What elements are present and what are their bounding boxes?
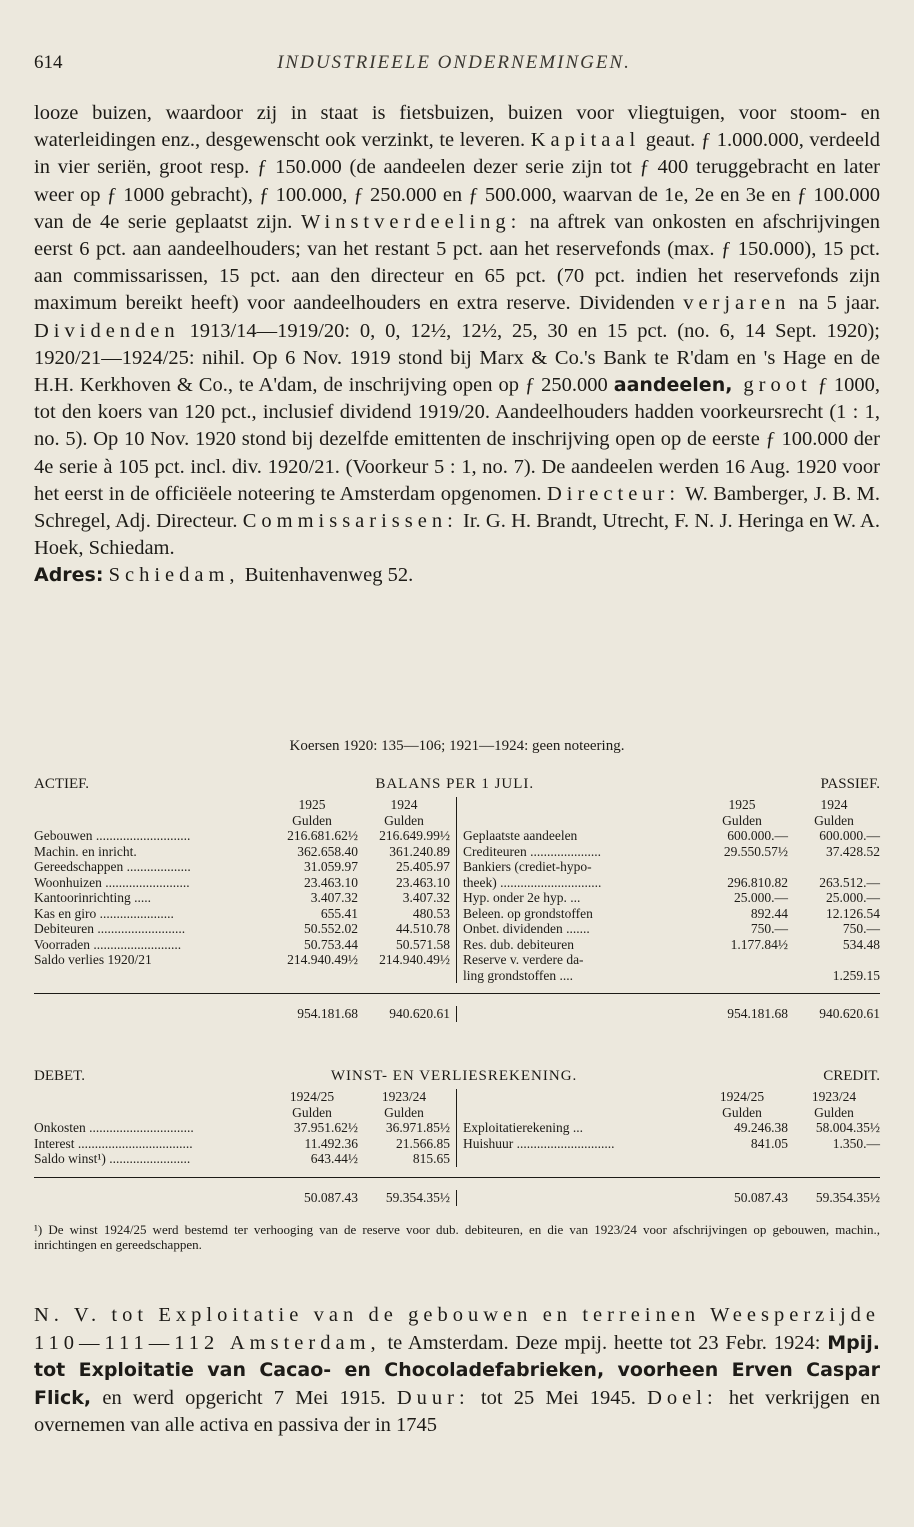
total-value: 59.354.35½ <box>385 1189 450 1205</box>
text-span: Ir. G. H. Brandt, Utrecht, F. N. J. Heringa en W. A. Hoek, Schiedam. <box>34 510 880 560</box>
former-company-name: Mpij. tot Exploitatie van Cacao- en Chocoladefabrieken, voorheen Erven Caspar Flick, <box>34 1331 880 1409</box>
commissarissen-label: Commissarissen: <box>242 510 458 533</box>
actief-totals <box>34 1006 457 1022</box>
row-value: 50.571.58 <box>396 936 450 952</box>
page-header <box>34 52 874 82</box>
row-value: 361.240.89 <box>389 843 450 859</box>
passief-side <box>457 797 880 983</box>
text-span: W. Bamberger, J. B. M. Schregel, Adj. Directeur. <box>34 482 880 533</box>
total-value: 50.087.43 <box>304 1189 358 1205</box>
table-row <box>34 875 450 891</box>
row-value: 534.48 <box>842 936 880 952</box>
table-row <box>463 890 880 906</box>
row-value: 214.940.49½ <box>379 952 450 967</box>
credit-rows <box>463 1120 880 1151</box>
row-value <box>696 859 788 875</box>
row-label: Voorraden .......................... <box>34 936 182 952</box>
footnote: ¹) De winst 1924/25 werd bestemd ter verhooging van de reserve voor dub. debiteuren, en die van 1923/24 voor afschrijvingen op gebouwen, machin., inrichtingen en gereedschappen. <box>34 1222 880 1252</box>
row-label: Bankiers (crediet-hypo- <box>463 859 592 874</box>
row-value <box>788 952 880 968</box>
pl-header <box>34 1068 880 1085</box>
actief-rows <box>34 828 450 968</box>
text-span: looze buizen, waardoor zij in staat is fietsbuizen, buizen voor vliegtuigen, voor stoom- en waterleidingen enz., desgewenscht ook verzinkt, te leveren. <box>34 102 880 152</box>
balance-sheet <box>34 776 880 1022</box>
row-value: 25.000.— <box>734 890 788 905</box>
row-value: 44.510.78 <box>396 921 450 936</box>
text-span: ƒ 1000, tot den koers van 120 pct., inclusief dividend 1919/20. Aandeelhouders hadden voorkeursrecht (1 : 1, no. 5). Op 10 Nov. 1920 stond bij dezelfde emittenten de inschrijving open op de eerste ƒ 100.000 der 4e serie à 105 pct. incl. div. 1920/21. (Voorkeur 5 : 1, no. 7). De aandeelen werden 16 Aug. 1920 voor het eerst in de officiëele noteering te Amsterdam opgenomen. <box>34 374 880 505</box>
row-value: 50.552.02 <box>304 921 358 936</box>
address-line <box>34 562 880 589</box>
row-value: 216.681.62½ <box>287 828 358 843</box>
profit-loss-account <box>34 1068 880 1206</box>
row-value: 49.246.38 <box>734 1120 788 1135</box>
row-value: 58.004.35½ <box>815 1120 880 1135</box>
next-company-description <box>34 1302 880 1440</box>
col-units <box>463 813 880 829</box>
table-row <box>463 875 880 891</box>
table-row <box>34 921 450 937</box>
directeur-label: Directeur: <box>546 482 681 505</box>
row-label: Woonhuizen ......................... <box>34 874 190 890</box>
address-street: Buitenhavenweg 52. <box>239 564 414 587</box>
row-value: 362.658.40 <box>297 843 358 859</box>
col-year: 1924 <box>390 797 418 812</box>
row-label: Res. dub. debiteuren <box>463 936 574 952</box>
row-value: 23.463.10 <box>304 874 358 890</box>
total-value: 50.087.43 <box>734 1189 788 1205</box>
row-value: 1.259.15 <box>832 967 880 983</box>
text-span: 1913/14—1919/20: 0, 0, 12½, 12½, 25, 30 en 15 pct. (no. 6, 14 Sept. 1920); 1920/21—1924/25: nihil. Op 6 Nov. 1919 stond bij Marx & Co.'s Bank te R'dam en 's Hage en de H.H. Kerkhoven & Co., te A'dam, de inschrijving open op ƒ 250.000 <box>34 319 880 397</box>
row-value: 892.44 <box>750 905 788 921</box>
table-row <box>463 844 880 860</box>
row-value: 31.059.97 <box>304 859 358 874</box>
table-row <box>34 844 450 860</box>
company-description <box>34 100 880 590</box>
total-value: 954.181.68 <box>727 1006 788 1021</box>
table-row <box>463 859 880 875</box>
col-units <box>34 813 450 829</box>
pl-columns <box>34 1089 880 1167</box>
passief-totals <box>457 1006 880 1022</box>
row-label: Onbet. dividenden ....... <box>463 921 590 936</box>
row-value: 25.405.97 <box>396 859 450 874</box>
col-unit: Gulden <box>722 812 762 828</box>
dividenden-label: Dividenden <box>34 319 180 342</box>
row-value: 25.000.— <box>826 890 880 905</box>
total-value: 940.620.61 <box>819 1006 880 1021</box>
col-year: 1925 <box>298 797 326 812</box>
row-label: Saldo winst¹) ........................ <box>34 1151 191 1166</box>
row-value: 655.41 <box>320 905 358 921</box>
row-value: 296.810.82 <box>727 874 788 890</box>
col-years <box>34 1089 450 1105</box>
balance-totals <box>34 993 880 1022</box>
row-label: Geplaatste aandeelen <box>463 828 578 843</box>
text-span: en werd opgericht 7 Mei 1915. <box>91 1386 397 1409</box>
debet-totals <box>34 1190 457 1206</box>
row-label: Exploitatierekening ... <box>463 1120 583 1135</box>
row-value: 263.512.— <box>819 874 880 890</box>
text-span: tot 25 Mei 1945. <box>469 1386 648 1409</box>
row-value <box>696 968 788 984</box>
col-years <box>463 797 880 813</box>
text-span: na 5 jaar. <box>790 292 880 315</box>
debet-rows <box>34 1120 450 1167</box>
table-row <box>34 1151 450 1167</box>
text-span: het verkrijgen en overnemen van alle activa en passiva der in 1745 <box>34 1386 880 1436</box>
col-unit: Gulden <box>292 812 332 828</box>
company-name: N. V. tot Exploitatie van de gebouwen en terreinen Weesperzijde 110—111—112 Amsterdam, <box>34 1304 880 1354</box>
row-value: 29.550.57½ <box>723 843 788 859</box>
row-label: Kas en giro ...................... <box>34 905 174 921</box>
table-row <box>463 828 880 844</box>
table-row <box>463 952 880 968</box>
running-title: INDUSTRIEELE ONDERNEMINGEN. <box>277 52 631 73</box>
col-year: 1923/24 <box>811 1089 857 1104</box>
col-year: 1924 <box>820 797 848 812</box>
row-label: Reserve v. verdere da- <box>463 952 584 967</box>
row-value <box>696 952 788 968</box>
row-value: 841.05 <box>750 1135 788 1151</box>
balance-header <box>34 776 880 793</box>
col-unit: Gulden <box>814 1104 854 1120</box>
row-label: theek) .............................. <box>463 874 602 890</box>
col-year: 1924/25 <box>289 1089 335 1104</box>
row-label: Onkosten ............................... <box>34 1120 194 1135</box>
table-row <box>34 937 450 953</box>
total-value: 59.354.35½ <box>815 1189 880 1205</box>
col-units <box>34 1105 450 1121</box>
passief-rows <box>463 828 880 983</box>
row-value: 11.492.36 <box>304 1135 358 1151</box>
row-label: Debiteuren .......................... <box>34 921 186 936</box>
col-years <box>34 797 450 813</box>
row-label: Beleen. op grondstoffen <box>463 905 593 921</box>
verjaren-label: verjaren <box>683 292 791 315</box>
actief-side <box>34 797 457 983</box>
text-span: te Amsterdam. Deze mpij. heette tot 23 Febr. 1924: <box>380 1331 828 1354</box>
col-year: 1924/25 <box>719 1089 765 1104</box>
col-unit: Gulden <box>814 812 854 828</box>
debet-title: DEBET. <box>34 1068 85 1084</box>
address-city: Schiedam, <box>108 564 240 587</box>
table-row <box>463 1120 880 1136</box>
row-label: Kantoorinrichting ..... <box>34 890 151 905</box>
aandeelen-label: aandeelen, <box>613 374 733 397</box>
row-value: 750.— <box>750 921 788 936</box>
groot-label: groot <box>732 374 812 397</box>
paragraph-2 <box>34 1302 880 1440</box>
balance-title: BALANS PER 1 JULI. <box>375 776 535 792</box>
row-value: 815.65 <box>412 1151 450 1166</box>
row-value: 37.951.62½ <box>293 1120 358 1135</box>
col-unit: Gulden <box>722 1104 762 1120</box>
page-number: 614 <box>34 52 63 73</box>
table-row <box>34 1136 450 1152</box>
row-label: Gereedschappen ................... <box>34 859 191 874</box>
credit-totals <box>457 1190 880 1206</box>
table-row <box>34 859 450 875</box>
row-value: 3.407.32 <box>310 890 358 905</box>
row-value: 23.463.10 <box>396 874 450 890</box>
row-value: 480.53 <box>412 905 450 921</box>
table-row <box>463 1136 880 1152</box>
table-row <box>34 890 450 906</box>
winstverdeeling-label: Winstverdeeling: <box>300 210 522 233</box>
passief-title: PASSIEF. <box>820 776 880 792</box>
row-value: 600.000.— <box>727 828 788 843</box>
col-years <box>463 1089 880 1105</box>
row-value: 214.940.49½ <box>287 952 358 967</box>
row-value: 37.428.52 <box>826 843 880 859</box>
col-year: 1925 <box>728 797 756 812</box>
duur-label: Duur: <box>396 1386 470 1409</box>
total-value: 954.181.68 <box>297 1006 358 1021</box>
paragraph-1 <box>34 100 880 562</box>
row-label: Huishuur ............................. <box>463 1135 615 1151</box>
table-row <box>463 937 880 953</box>
row-value: 3.407.32 <box>402 890 450 905</box>
row-label: Gebouwen ............................ <box>34 828 191 843</box>
address-label: Adres: <box>34 564 104 587</box>
table-row <box>463 921 880 937</box>
row-value: 1.350.— <box>832 1135 880 1151</box>
table-row <box>463 906 880 922</box>
text-span: na aftrek van onkosten en afschrijvingen eerst 6 pct. aan aandeelhouders; van het restant 5 pct. aan het reservefonds (max. ƒ 150.000), 15 pct. aan commissarissen, 15 pct. aan den directeur en 65 pct. (70 pct. indien het reservefonds zijn maximum bereikt heeft) voor aandeelhouders en extra reserve. Dividenden <box>34 210 880 315</box>
row-value: 12.126.54 <box>826 905 880 921</box>
row-value: 750.— <box>842 921 880 936</box>
col-year: 1923/24 <box>381 1089 427 1104</box>
col-unit: Gulden <box>384 812 424 828</box>
table-row <box>34 906 450 922</box>
row-value: 643.44½ <box>310 1151 358 1166</box>
col-unit: Gulden <box>292 1104 332 1120</box>
koersen-line: Koersen 1920: 135—106; 1921—1924: geen noteering. <box>289 738 625 754</box>
row-value: 36.971.85½ <box>385 1120 450 1135</box>
pl-title: WINST- EN VERLIESREKENING. <box>330 1068 578 1084</box>
credit-title: CREDIT. <box>823 1068 880 1084</box>
row-value <box>788 859 880 875</box>
credit-side <box>457 1089 880 1167</box>
col-units <box>463 1105 880 1121</box>
actief-title: ACTIEF. <box>34 776 90 792</box>
row-label: Hyp. onder 2e hyp. ... <box>463 890 581 905</box>
kapitaal-label: Kapitaal <box>530 129 641 152</box>
table-row <box>34 1120 450 1136</box>
col-unit: Gulden <box>384 1104 424 1120</box>
row-label: Crediteuren ..................... <box>463 843 601 859</box>
table-row <box>34 952 450 968</box>
pl-totals <box>34 1177 880 1206</box>
row-value: 50.753.44 <box>304 936 358 952</box>
row-value: 600.000.— <box>819 828 880 843</box>
total-value: 940.620.61 <box>389 1006 450 1021</box>
debet-side <box>34 1089 457 1167</box>
row-value: 1.177.84½ <box>730 936 788 952</box>
table-row <box>463 968 880 984</box>
row-value: 216.649.99½ <box>379 828 450 843</box>
row-value: 21.566.85 <box>396 1135 450 1151</box>
row-label: ling grondstoffen .... <box>463 967 573 983</box>
row-label: Machin. en inricht. <box>34 843 137 859</box>
row-label: Saldo verlies 1920/21 <box>34 952 152 967</box>
doel-label: Doel: <box>647 1386 718 1409</box>
row-label: Interest .................................. <box>34 1135 193 1151</box>
balance-columns <box>34 797 880 983</box>
table-row <box>34 828 450 844</box>
text-span: geaut. ƒ 1.000.000, verdeeld in vier seriën, groot resp. ƒ 150.000 (de aandeelen dezer serie zijn tot ƒ 400 teruggebracht en later weer op ƒ 1000 gebracht), ƒ 100.000, ƒ 250.000 en ƒ 500.000, waarvan de 1e, 2e en 3e en ƒ 100.000 van de 4e serie geplaatst zijn. <box>34 129 880 233</box>
